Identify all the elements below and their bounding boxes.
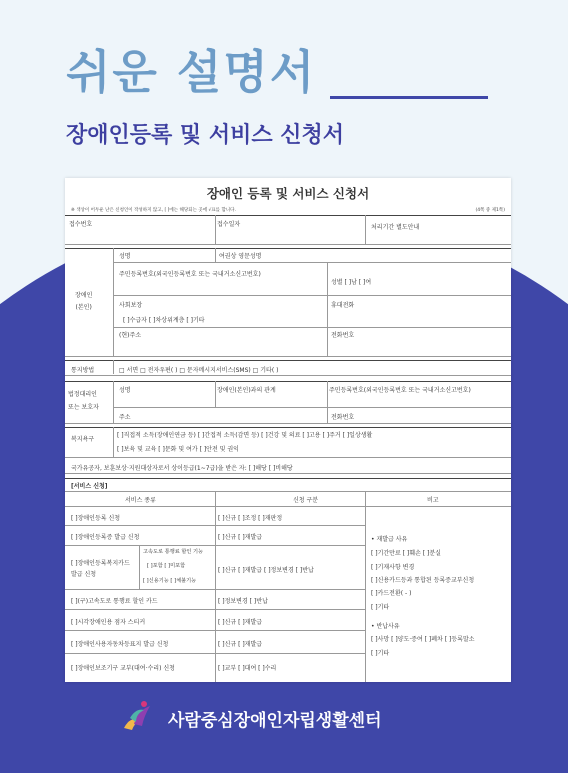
service-row-1[interactable]: [ ]장애인등록 신청 (71, 515, 121, 522)
card-sub-3[interactable]: [ ]신용기능 [ ]체불기능 (143, 578, 197, 584)
card-sub-1: 고속도로 통행료 할인 기능 (143, 549, 204, 555)
tel-field[interactable]: 전화번호 (331, 332, 355, 339)
service-row-5[interactable]: [ ]시각장애인용 점자 스티커 (71, 619, 146, 626)
merit-row[interactable]: 국가유공자, 보훈보상·지원대상자로서 상이등급(1~7급)을 받은 자: [ ]해당 [ ]비해당 (71, 465, 293, 472)
service-type-5[interactable]: [ ]신규 [ ]재발급 (218, 619, 263, 626)
guardian-relation[interactable]: 장애인(본인)과의 관계 (217, 387, 276, 394)
service-type-1[interactable]: [ ]신규 [ ]조정 [ ]재판정 (218, 515, 283, 522)
service-type-7[interactable]: [ ]교부 [ ]대여 [ ]수리 (218, 665, 277, 672)
service-row-7[interactable]: [ ]장애인보조기구 교부(대여·수리) 신청 (71, 665, 175, 672)
service-type-3[interactable]: [ ]신규 [ ]재발급 [ ]정보변경 [ ]반납 (218, 567, 314, 574)
note-return-opt-1[interactable]: [ ]사망 [ ]양도·증여 [ ]폐차 [ ]등록말소 (371, 636, 475, 643)
note-reissue-opt-5[interactable]: [ ]기타 (371, 604, 390, 611)
notify-options[interactable]: □ 서면 □ 전자우편( ) □ 문자메시지서비스(SMS) □ 기타( ) (119, 367, 279, 374)
col-note: 비고 (427, 497, 439, 504)
guardian-label: 법정대리인 또는 보호자 (68, 391, 99, 411)
processing-period: 처리기간 별도안내 (371, 224, 420, 231)
note-return: • 반납사유 (371, 623, 400, 630)
guardian-resident-no[interactable]: 주민등록번호(외국인등록번호 또는 국내거소신고번호) (329, 387, 471, 394)
notify-label: 통지방법 (71, 367, 95, 374)
address-field[interactable]: (현)주소 (119, 332, 142, 339)
org-logo-icon (120, 698, 156, 734)
service-row-4[interactable]: [ ](구)고속도로 통행료 할인 카드 (71, 598, 158, 605)
org-name: 사람중심장애인자립생활센터 (168, 711, 382, 731)
name-field[interactable]: 성명 (119, 253, 131, 260)
welfare-options-2[interactable]: [ ]보육 및 교육 [ ]문화 및 여가 [ ]안전 및 권익 (117, 446, 239, 453)
note-reissue-opt-3[interactable]: [ ]신용카드등과 통합된 등록증교부신청 (371, 577, 475, 584)
mobile-field[interactable]: 휴대전화 (331, 302, 355, 309)
service-row-6[interactable]: [ ]장애인사용자동차등표지 발급 신청 (71, 641, 169, 648)
receipt-date: 접수일자 (217, 221, 241, 228)
note-reissue: • 재발급 사유 (371, 536, 408, 543)
passport-name-field[interactable]: 여권상 영문성명 (219, 253, 262, 260)
title-underline (330, 96, 488, 99)
note-reissue-opt-4[interactable]: [ ]카드전환( - ) (371, 590, 412, 597)
insurance-label: 사회보장 (119, 302, 143, 309)
service-row-3[interactable]: [ ]장애인등록복지카드 발급 신청 (71, 560, 130, 578)
form-title: 장애인 등록 및 서비스 신청서 (206, 186, 370, 201)
note-return-opt-2[interactable]: [ ]기타 (371, 650, 390, 657)
application-form (65, 178, 511, 682)
note-reissue-opt-2[interactable]: [ ]기재사항 변경 (371, 564, 415, 571)
col-service: 서비스 종류 (125, 497, 156, 504)
resident-no-field[interactable]: 주민등록번호(외국인등록번호 또는 국내거소신고번호) (119, 271, 261, 278)
service-type-4[interactable]: [ ]정보변경 [ ]반납 (218, 598, 268, 605)
insurance-options[interactable]: [ ]수급자 [ ]차상위계층 [ ]기타 (123, 317, 205, 324)
receipt-no: 접수번호 (69, 221, 93, 228)
service-type-6[interactable]: [ ]신규 [ ]재발급 (218, 641, 263, 648)
guardian-tel[interactable]: 전화번호 (331, 414, 355, 421)
gender-field[interactable]: 성별 [ ]남 [ ]여 (331, 279, 372, 286)
service-type-2[interactable]: [ ]신규 [ ]재발급 (218, 534, 263, 541)
applicant-label: 장애인 (본인) (75, 292, 93, 311)
welfare-label: 복지욕구 (71, 436, 95, 443)
form-pages: (4쪽 중 제1쪽) (475, 208, 505, 213)
page-title: 쉬운 설명서 (66, 45, 317, 99)
page-subtitle: 장애인등록 및 서비스 신청서 (66, 123, 345, 148)
guardian-name[interactable]: 성명 (119, 387, 131, 394)
service-row-2[interactable]: [ ]장애인등록증 발급 신청 (71, 534, 140, 541)
form-note: ※ 색상이 어두운 난은 신청인이 작성하지 않고, [ ]에는 해당되는 곳에 √표를 합니다. (71, 208, 236, 213)
guardian-address[interactable]: 주소 (119, 414, 131, 421)
col-type: 신청 구분 (293, 497, 319, 504)
welfare-options-1[interactable]: [ ]직접적 소득(장애인연금 등) [ ]간접적 소득(감면 등) [ ]건강 및 의료 [ ]고용 [ ]주거 [ ]일상생활 (117, 432, 373, 439)
card-sub-2[interactable]: [ ]포함 [ ]미포함 (147, 563, 186, 569)
service-section-title: [서비스 신청] (71, 483, 108, 490)
divider (65, 215, 511, 216)
note-reissue-opt-1[interactable]: [ ]기간만료 [ ]훼손 [ ]분실 (371, 550, 441, 557)
